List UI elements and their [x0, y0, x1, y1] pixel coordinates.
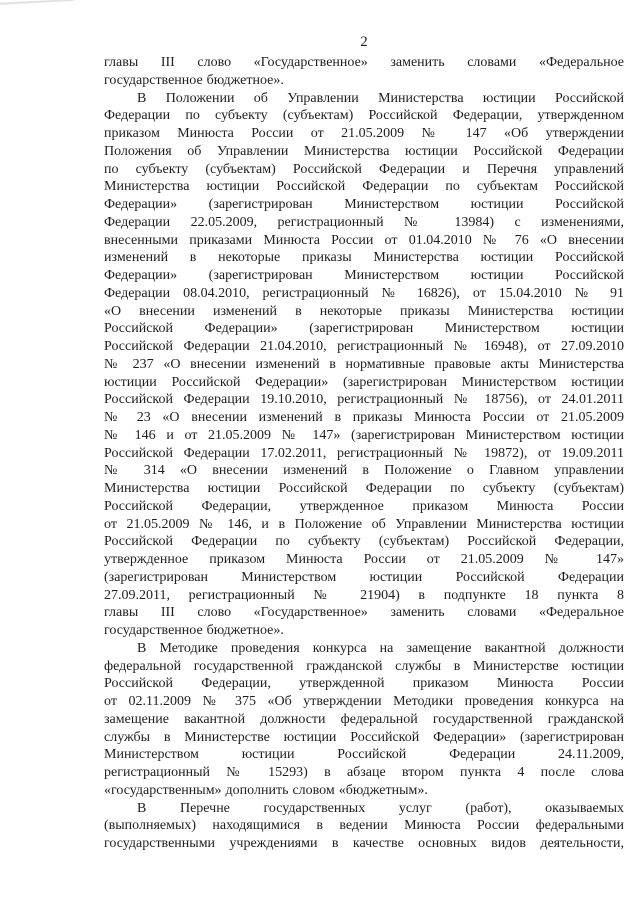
page-number: 2	[360, 34, 368, 50]
text-line: Министерства юстиции Российской Федерации по субъектам Российской	[104, 179, 624, 195]
text-line: юстиции Российской Федерации» (зарегистрирован Министерством юстиции	[104, 374, 624, 390]
text-line: главы III слово «Государственное» заменить словами «Федеральное	[104, 55, 624, 70]
text-line: № 314 «О внесении изменений в Положение о Главном управлении	[104, 463, 624, 479]
paragraph	[104, 54, 624, 90]
text-line: В Перечне государственных услуг (работ), оказываемых	[137, 800, 624, 816]
text-line: Министерства юстиции Российской Федерации по субъекту (субъектам)	[104, 481, 624, 496]
text-line: № 237 «О внесении изменений в нормативные правовые акты Министерства	[104, 356, 624, 372]
paragraph	[104, 90, 624, 640]
text-line: (выполняемых) находящимися в ведении Минюста России федеральными	[104, 818, 624, 834]
text-line: государственное бюджетное».	[104, 623, 284, 638]
text-line: Федерации 08.04.2010, регистрационный № 16826), от 15.04.2010 № 91	[104, 285, 624, 301]
text-line: Российской Федерации» (зарегистрирован Министерством юстиции	[104, 321, 624, 337]
text-line: Федерации 22.05.2009, регистрационный № 13984) с изменениями,	[104, 214, 624, 230]
text-line: приказом Минюста России от 21.05.2009 № 147 «Об утверждении	[104, 126, 624, 141]
text-line: В Методике проведения конкурса на замещение вакантной должности	[137, 640, 624, 656]
text-line: по субъекту (субъектам) Российской Федерации и Перечня управлений	[104, 161, 624, 177]
text-line: Федерации по субъекту (субъектам) Российской Федерации, утвержденном	[104, 108, 624, 124]
text-line: Российской Федерации 17.02.2011, регистрационный № 19872), от 19.09.2011	[104, 445, 624, 461]
text-line: изменений в некоторые приказы Министерства юстиции Российской	[104, 250, 624, 266]
text-line: внесенными приказами Минюста России от 01.04.2010 № 76 «О внесении	[104, 232, 624, 248]
text-line: (зарегистрирован Министерством юстиции Российской Федерации	[104, 569, 624, 585]
text-line: от 02.11.2009 № 375 «Об утверждении Методики проведения конкурса на	[104, 694, 624, 709]
text-line: Российской Федерации, утвержденное приказом Минюста России	[104, 498, 624, 514]
text-line: Министерством юстиции Российской Федерации 24.11.2009,	[104, 747, 624, 763]
text-line: Положения об Управлении Министерства юстиции Российской Федерации	[104, 143, 624, 159]
text-line: от 21.05.2009 № 146, и в Положение об Управлении Министерства юстиции	[104, 516, 624, 532]
text-line: государственными учреждениями в качестве основных видов деятельности,	[104, 836, 624, 851]
text-line: № 146 и от 21.05.2009 № 147» (зарегистрирован Министерством юстиции	[104, 427, 624, 443]
text-line: Российской Федерации 21.04.2010, регистрационный № 16948), от 27.09.2010	[104, 339, 624, 354]
text-line: «О внесении изменений в некоторые приказы Министерства юстиции	[104, 303, 624, 319]
text-line: Федерации» (зарегистрирован Министерством юстиции Российской	[104, 197, 624, 212]
text-line: Федерации» (зарегистрирован Министерством юстиции Российской	[104, 268, 624, 283]
paragraph	[104, 800, 624, 853]
text-line: Российской Федерации, утвержденной приказом Минюста России	[104, 676, 624, 692]
text-line: государственное бюджетное».	[104, 72, 284, 88]
paragraph	[104, 640, 624, 800]
text-line: федеральной государственной гражданской службы в Министерстве юстиции	[104, 658, 624, 674]
text-line: «государственным» дополнить словом «бюджетным».	[104, 782, 428, 798]
text-line: утвержденное приказом Минюста России от 21.05.2009 № 147»	[104, 552, 624, 567]
text-line: Российской Федерации по субъекту (субъектам) Российской Федерации,	[104, 534, 624, 550]
document-body	[104, 54, 624, 853]
text-line: 27.09.2011, регистрационный № 21904) в подпункте 18 пункта 8	[104, 587, 624, 603]
scan-artifact	[0, 0, 74, 5]
text-line: замещение вакантной должности федеральной государственной гражданской	[104, 711, 624, 727]
text-line: регистрационный № 15293) в абзаце втором пункта 4 после слова	[104, 765, 624, 780]
text-line: Российской Федерации 19.10.2010, регистрационный № 18756), от 24.01.2011	[104, 392, 624, 408]
text-line: главы III слово «Государственное» заменить словами «Федеральное	[104, 605, 624, 621]
text-line: службы в Министерстве юстиции Российской Федерации» (зарегистрирован	[104, 729, 624, 745]
text-line: В Положении об Управлении Министерства юстиции Российской	[137, 90, 624, 106]
text-line: № 23 «О внесении изменений в приказы Минюста России от 21.05.2009	[104, 410, 624, 425]
